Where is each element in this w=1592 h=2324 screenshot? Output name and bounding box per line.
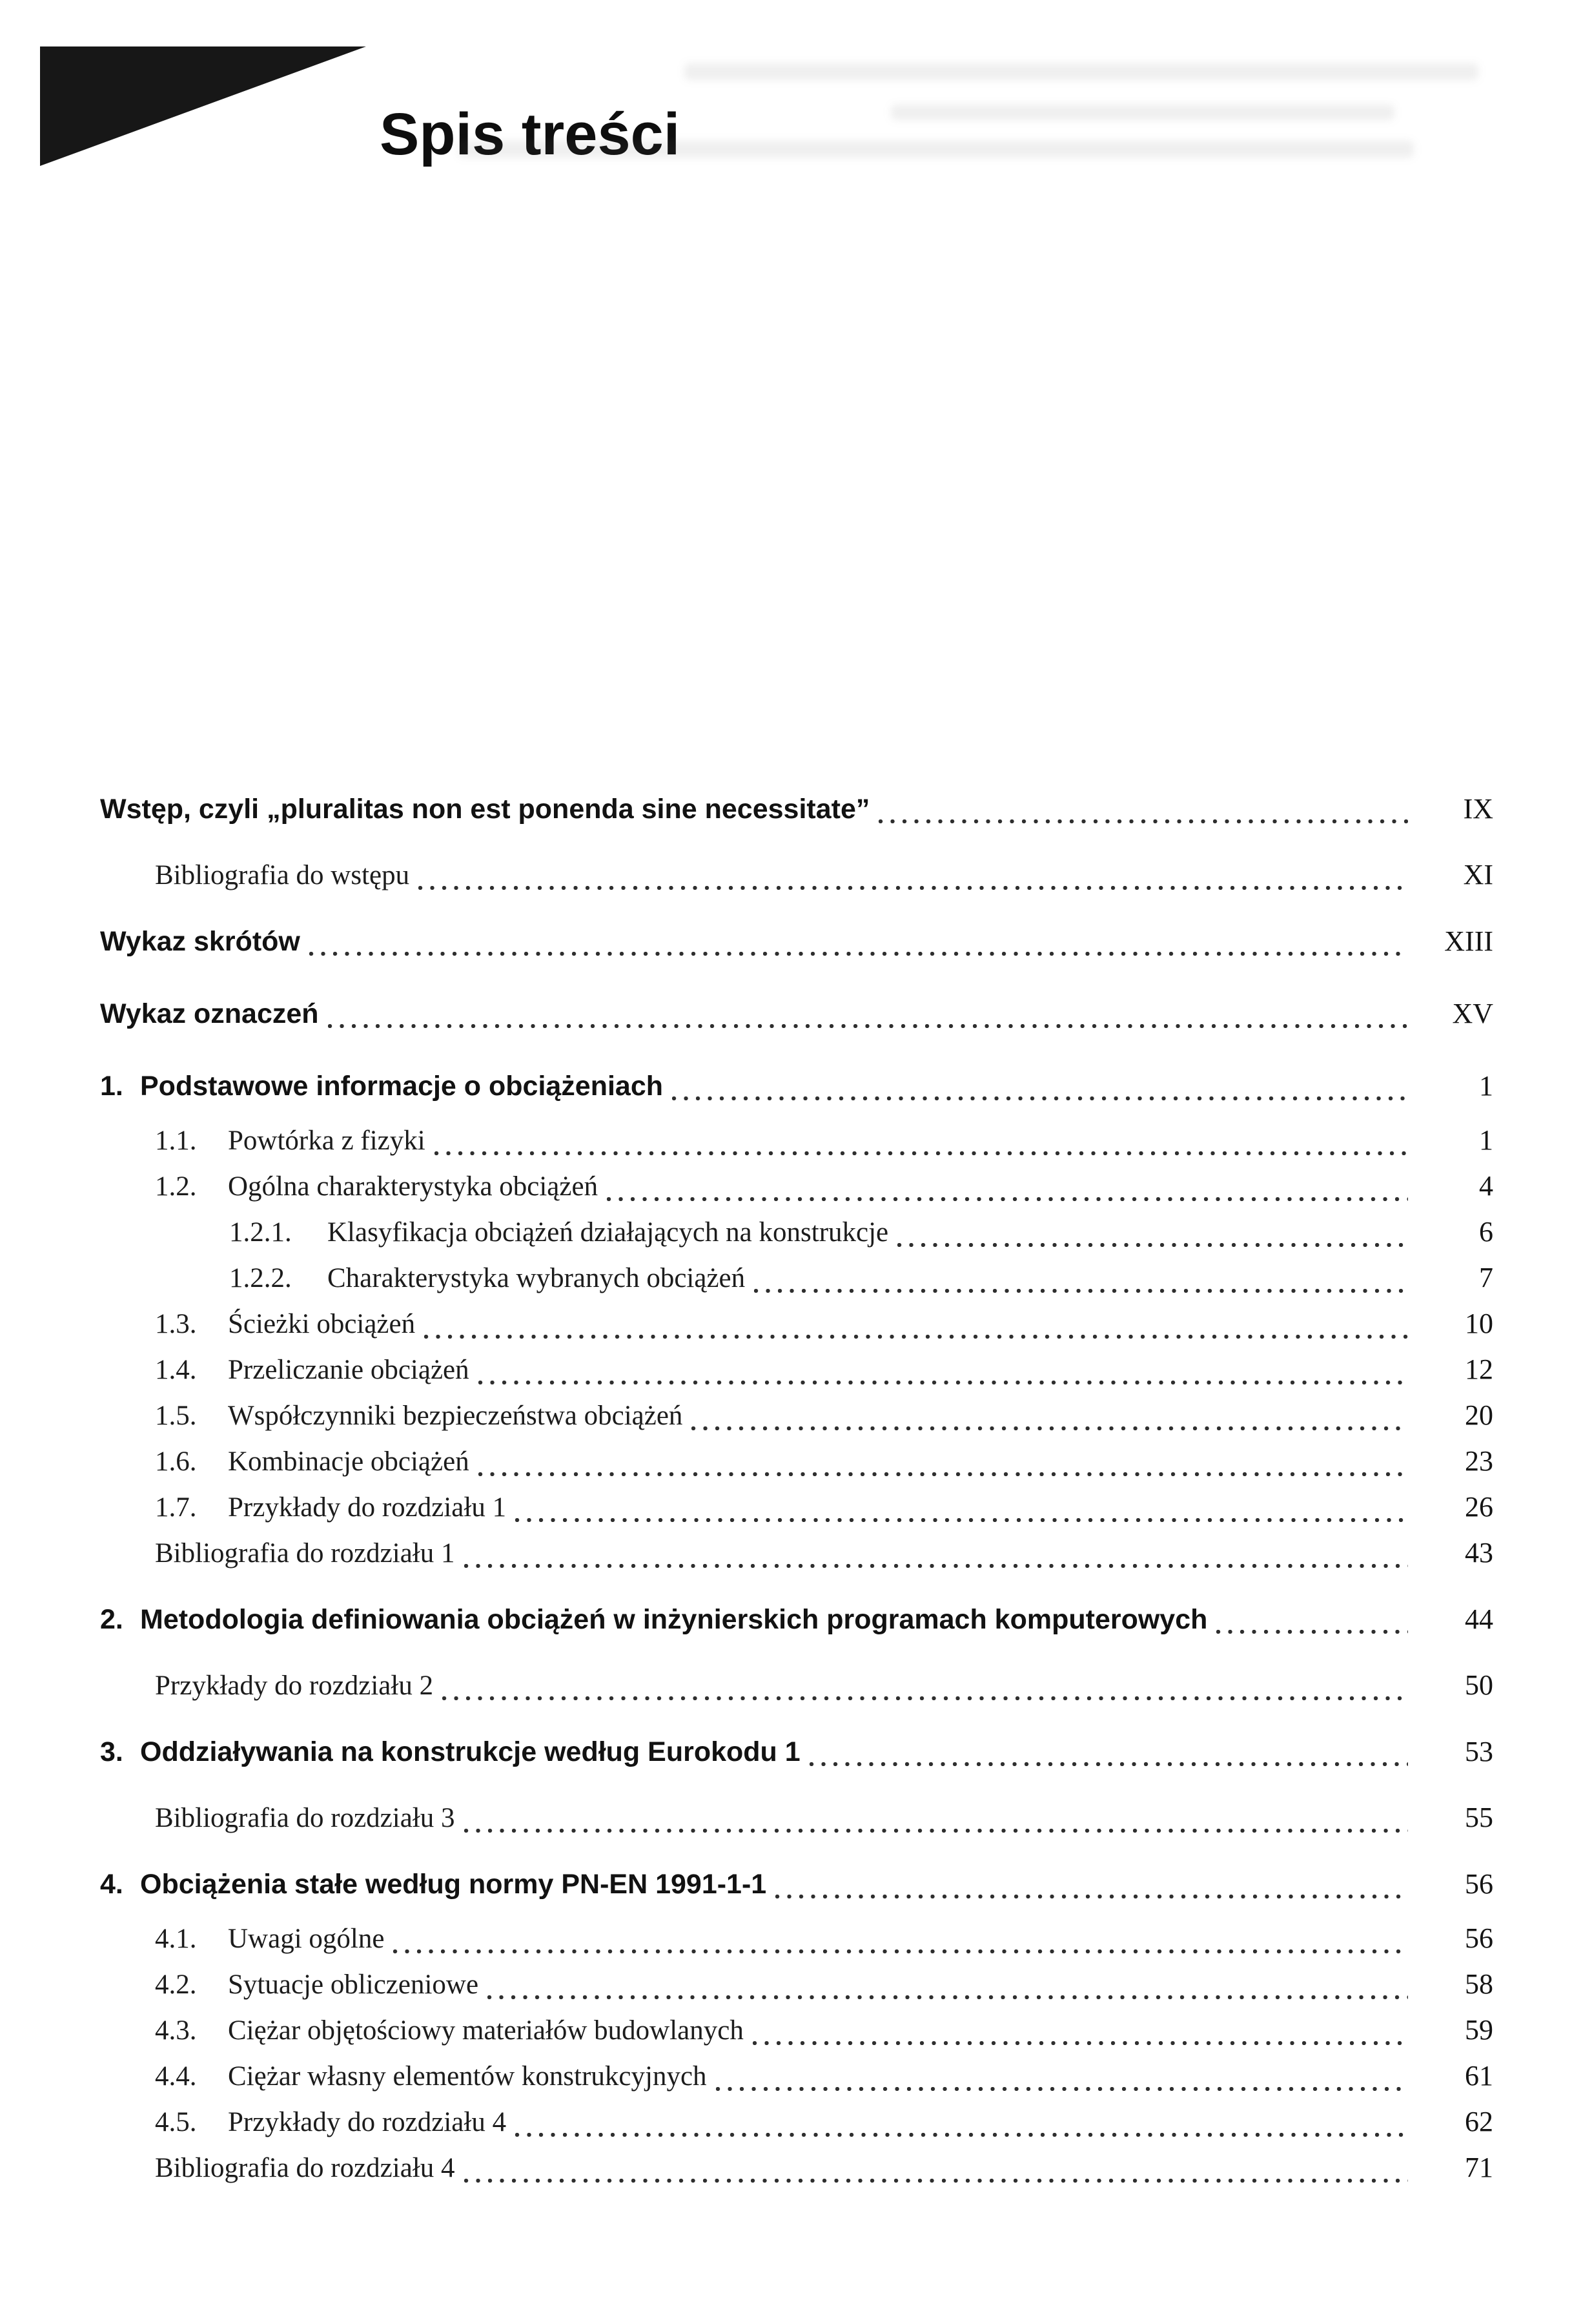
- toc-entry: [100, 1255, 1493, 1301]
- toc-entry: [100, 1393, 1493, 1439]
- toc-entry: [100, 1347, 1493, 1393]
- toc-entry-number: 4.: [100, 1869, 123, 1900]
- dot-leader: [607, 1197, 1408, 1201]
- toc-entry-number: 1.: [100, 1071, 123, 1102]
- toc-entry: [100, 1530, 1493, 1576]
- toc-entry-page: 50: [1465, 1669, 1493, 1701]
- toc-entry-label: Bibliografia do rozdziału 1: [155, 1538, 455, 1568]
- toc-entry-label: Metodologia definiowania obciążeń w inżynierskich programach komputerowych: [140, 1604, 1208, 1635]
- dot-leader: [1216, 1630, 1408, 1634]
- page-title: Spis treści: [380, 101, 680, 167]
- toc-entry-number: 1.2.2.: [229, 1263, 292, 1293]
- toc-entry-number: 1.4.: [155, 1355, 197, 1385]
- toc-entry-label: Ciężar własny elementów konstrukcyjnych: [228, 2061, 707, 2092]
- toc-entry-label: Klasyfikacja obciążeń działających na konstrukcje: [327, 1217, 889, 1248]
- toc-entry-page: 7: [1479, 1262, 1493, 1293]
- toc-entry-number: 4.1.: [155, 1924, 197, 1954]
- toc-entry-label: Sytuacje obliczeniowe: [228, 1969, 479, 2000]
- toc-entry-number: 4.4.: [155, 2061, 197, 2092]
- toc-entry-page: 43: [1465, 1537, 1493, 1568]
- toc-entry: [100, 1597, 1493, 1642]
- toc-entry-page: 62: [1465, 2106, 1493, 2137]
- toc-entry-page: 20: [1465, 1399, 1493, 1431]
- toc-entry-page: XV: [1452, 998, 1493, 1029]
- toc-entry-page: 56: [1465, 1922, 1493, 1954]
- print-bleed-artifact: [891, 105, 1394, 120]
- toc-entry-page: 56: [1465, 1868, 1493, 1900]
- toc-entry-page: 71: [1465, 2152, 1493, 2183]
- toc-entry-page: 58: [1465, 1968, 1493, 2000]
- toc-entry: [100, 1164, 1493, 1209]
- toc-entry-number: 3.: [100, 1736, 123, 1767]
- toc-entry: [100, 991, 1493, 1036]
- toc-entry-number: 1.1.: [155, 1126, 197, 1156]
- toc-entry-number: 2.: [100, 1604, 123, 1635]
- toc-entry-page: XI: [1463, 859, 1493, 890]
- toc-entry: [100, 2099, 1493, 2145]
- toc-entry: [100, 1795, 1493, 1841]
- toc-entry-label: Bibliografia do rozdziału 4: [155, 2153, 455, 2183]
- toc-entry-label: Ścieżki obciążeń: [228, 1309, 416, 1339]
- dot-leader: [487, 1995, 1408, 1999]
- toc-entry-label: Przeliczanie obciążeń: [228, 1355, 469, 1385]
- toc-entry-label: Podstawowe informacje o obciążeniach: [140, 1071, 664, 1102]
- toc-entry: [100, 1916, 1493, 1962]
- dot-leader: [515, 1518, 1408, 1522]
- toc-entry-label: Przykłady do rozdziału 2: [155, 1671, 434, 1701]
- dot-leader: [464, 2179, 1409, 2183]
- toc-entry-label: Powtórka z fizyki: [228, 1126, 425, 1156]
- dot-leader: [434, 1151, 1408, 1155]
- toc-list: [100, 787, 1493, 2191]
- dot-leader: [515, 2133, 1408, 2137]
- toc-entry: [100, 1439, 1493, 1485]
- toc-entry-number: 4.3.: [155, 2015, 197, 2046]
- toc-entry-label: Ogólna charakterystyka obciążeń: [228, 1171, 598, 1202]
- dot-leader: [478, 1472, 1408, 1476]
- toc-entry-number: 1.6.: [155, 1446, 197, 1477]
- toc-entry: [100, 1729, 1493, 1774]
- toc-entry-number: 1.2.1.: [229, 1217, 292, 1248]
- toc-entry-label: Uwagi ogólne: [228, 1924, 385, 1954]
- dot-leader: [716, 2087, 1408, 2091]
- toc-entry-label: Wykaz oznaczeń: [100, 998, 319, 1029]
- toc-entry-number: 4.5.: [155, 2107, 197, 2137]
- toc-entry-label: Współczynniki bezpieczeństwa obciążeń: [228, 1401, 683, 1431]
- toc-entry-page: 53: [1465, 1736, 1493, 1767]
- dot-leader: [754, 1289, 1408, 1293]
- corner-banner-triangle: [40, 46, 366, 166]
- toc-entry-page: 12: [1465, 1353, 1493, 1385]
- dot-leader: [424, 1335, 1408, 1339]
- print-bleed-artifact: [458, 141, 1414, 158]
- toc-entry-page: 55: [1465, 1802, 1493, 1833]
- toc-entry-label: Przykłady do rozdziału 1: [228, 1492, 507, 1523]
- toc-entry-label: Wykaz skrótów: [100, 926, 300, 957]
- toc-entry-label: Bibliografia do rozdziału 3: [155, 1803, 455, 1833]
- toc-entry: [100, 1301, 1493, 1347]
- toc-entry-page: IX: [1463, 793, 1493, 825]
- toc-entry: [100, 2008, 1493, 2053]
- toc-entry-number: 1.5.: [155, 1401, 197, 1431]
- toc-entry-number: 4.2.: [155, 1969, 197, 2000]
- toc-entry: [100, 2053, 1493, 2099]
- toc-entry: [100, 1209, 1493, 1255]
- dot-leader: [753, 2041, 1408, 2045]
- toc-entry: [100, 1118, 1493, 1164]
- toc-entry: [100, 919, 1493, 964]
- toc-entry: [100, 1485, 1493, 1530]
- toc-entry-page: 1: [1479, 1124, 1493, 1156]
- print-bleed-artifact: [684, 63, 1478, 80]
- toc-entry-page: 4: [1479, 1170, 1493, 1202]
- toc-entry-label: Przykłady do rozdziału 4: [228, 2107, 507, 2137]
- dot-leader: [672, 1096, 1408, 1100]
- dot-leader: [442, 1696, 1408, 1700]
- dot-leader: [464, 1829, 1409, 1833]
- toc-entry-page: 23: [1465, 1445, 1493, 1477]
- toc-entry-page: 1: [1479, 1070, 1493, 1102]
- dot-leader: [879, 819, 1408, 823]
- toc-entry: [100, 1862, 1493, 1907]
- dot-leader: [691, 1426, 1408, 1430]
- toc-entry-label: Ciężar objętościowy materiałów budowlanych: [228, 2015, 744, 2046]
- toc-entry-label: Charakterystyka wybranych obciążeń: [327, 1263, 746, 1293]
- toc-entry-number: 1.7.: [155, 1492, 197, 1523]
- dot-leader: [418, 886, 1408, 890]
- toc-entry-number: 1.2.: [155, 1171, 197, 1202]
- toc-entry-page: XIII: [1444, 925, 1493, 957]
- dot-leader: [775, 1895, 1408, 1898]
- dot-leader: [328, 1024, 1408, 1028]
- toc-entry-page: 61: [1465, 2060, 1493, 2092]
- dot-leader: [309, 952, 1408, 956]
- toc-entry-page: 59: [1465, 2014, 1493, 2046]
- toc-entry: [100, 852, 1493, 898]
- toc-entry-label: Bibliografia do wstępu: [155, 860, 410, 890]
- dot-leader: [478, 1381, 1408, 1384]
- dot-leader: [393, 1949, 1408, 1953]
- toc-entry-page: 10: [1465, 1308, 1493, 1339]
- toc-entry-page: 26: [1465, 1491, 1493, 1523]
- toc-entry: [100, 1962, 1493, 2008]
- toc-entry-label: Oddziaływania na konstrukcje według Eurokodu 1: [140, 1736, 801, 1767]
- dot-leader: [897, 1243, 1408, 1247]
- toc-entry-label: Obciążenia stałe według normy PN-EN 1991-1-1: [140, 1869, 767, 1900]
- toc-entry-label: Kombinacje obciążeń: [228, 1446, 469, 1477]
- toc-entry: [100, 1064, 1493, 1109]
- toc-entry-page: 44: [1465, 1603, 1493, 1635]
- dot-leader: [810, 1762, 1408, 1766]
- toc-entry: [100, 787, 1493, 832]
- toc-entry-number: 1.3.: [155, 1309, 197, 1339]
- toc-entry: [100, 1663, 1493, 1709]
- toc-entry-page: 6: [1479, 1216, 1493, 1248]
- toc-entry: [100, 2145, 1493, 2191]
- toc-entry-label: Wstęp, czyli „pluralitas non est ponenda sine necessitate”: [100, 794, 870, 825]
- dot-leader: [464, 1564, 1409, 1568]
